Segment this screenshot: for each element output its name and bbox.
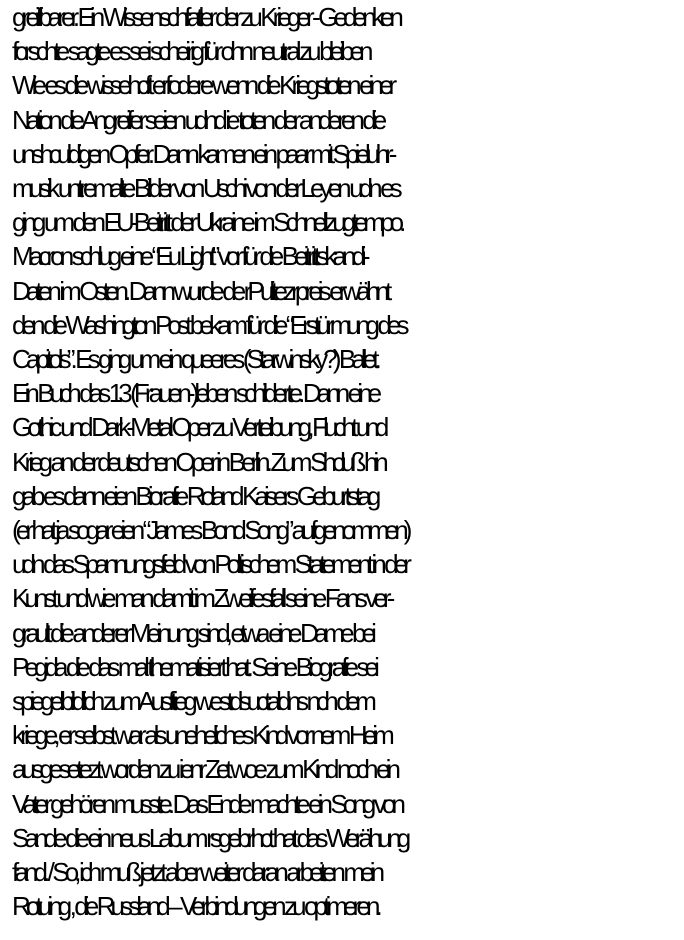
document-page: [12, 0, 684, 940]
text-line: grault die anderer Meinung sind, etwa eine Dame bei: [12, 617, 373, 648]
text-line: Rotuing , die Russland – Verbindungen zu optimeren.: [12, 891, 378, 922]
text-line: den die Washington Post bekam für die “Erstürmung des: [12, 309, 405, 340]
text-line: Vater gehören musste. Das Ende machte ein Song von: [12, 788, 402, 819]
text-line: forschte sagte es sei scheirig für ohn neutral zu bleiben: [12, 36, 369, 67]
text-line: unshculdigen Opfer. Dann kamen ein paar mit Spieluhr-: [12, 138, 393, 169]
text-line: (er hat ja sogar eien “James Bond Song” aufgenommen): [12, 515, 408, 546]
text-line: Daten im Osten. Dann wurde de rPulitezrpreis erwähnt: [12, 275, 388, 306]
text-line: Wie es die wissehcft erfodere wenn die Kriegstoten einer: [12, 70, 393, 101]
text-line: udn das Spannungsfeld von Poltischem Statement in der: [12, 549, 408, 580]
text-line: Capitols”. Es ging um ein queeres (Starwinsky?) Ballet.: [12, 344, 377, 375]
text-line: Sande die ein neus Labum rsgebrhct hat das Werähung: [12, 822, 407, 853]
text-line: greifbarer. Ein Wissenschfatler der zu Krieger - Gedenken: [12, 2, 399, 32]
text-line: Kunst und wie man damit im Zweifesfall seine Fans ver-: [12, 583, 391, 614]
text-line: musik untremalte Bilder von Uschi von der Leyen udn es: [12, 173, 398, 204]
text-line: Macron schlug eine “Eu Light” vor für die Beitrittskandi-: [12, 241, 366, 272]
text-line: ging um den EU-Beitritt der Ukraine im Schnellzugtempo.: [12, 207, 402, 238]
text-line: spiegelbildlich zum Ausftieg westdsuctaldns nch dem: [12, 686, 372, 717]
text-line: gab es dann eien Biorafie Roland Kaisers Geburtstag: [12, 480, 377, 511]
text-line: Pegida die das mal thematisiert hat. Seine Biografie sei: [12, 651, 375, 682]
text-line: fand. / So, ich muß jetzt aber weiter daran arbeiten mein: [12, 857, 381, 888]
text-line: ausgesetezt worden zu ienr Zet woe zum Kind noch ein: [12, 754, 397, 785]
text-line: Gothic und Dark-Metal Oper zu Verteibung, Flucht und: [12, 412, 385, 443]
text-line: Ein Buch das 13 (Frauen-)leben schilderte. Dann eine: [12, 378, 378, 409]
text-line: Nation die Angreifer seien udnd ie toten der anderen die: [12, 104, 383, 135]
text-line: kriege, er selbst war als uneheliches Kind vor nem Heim: [12, 720, 390, 751]
text-line: Krieg an der deutschen Oper in Berlin. Zum Shcluß hin: [12, 446, 384, 477]
